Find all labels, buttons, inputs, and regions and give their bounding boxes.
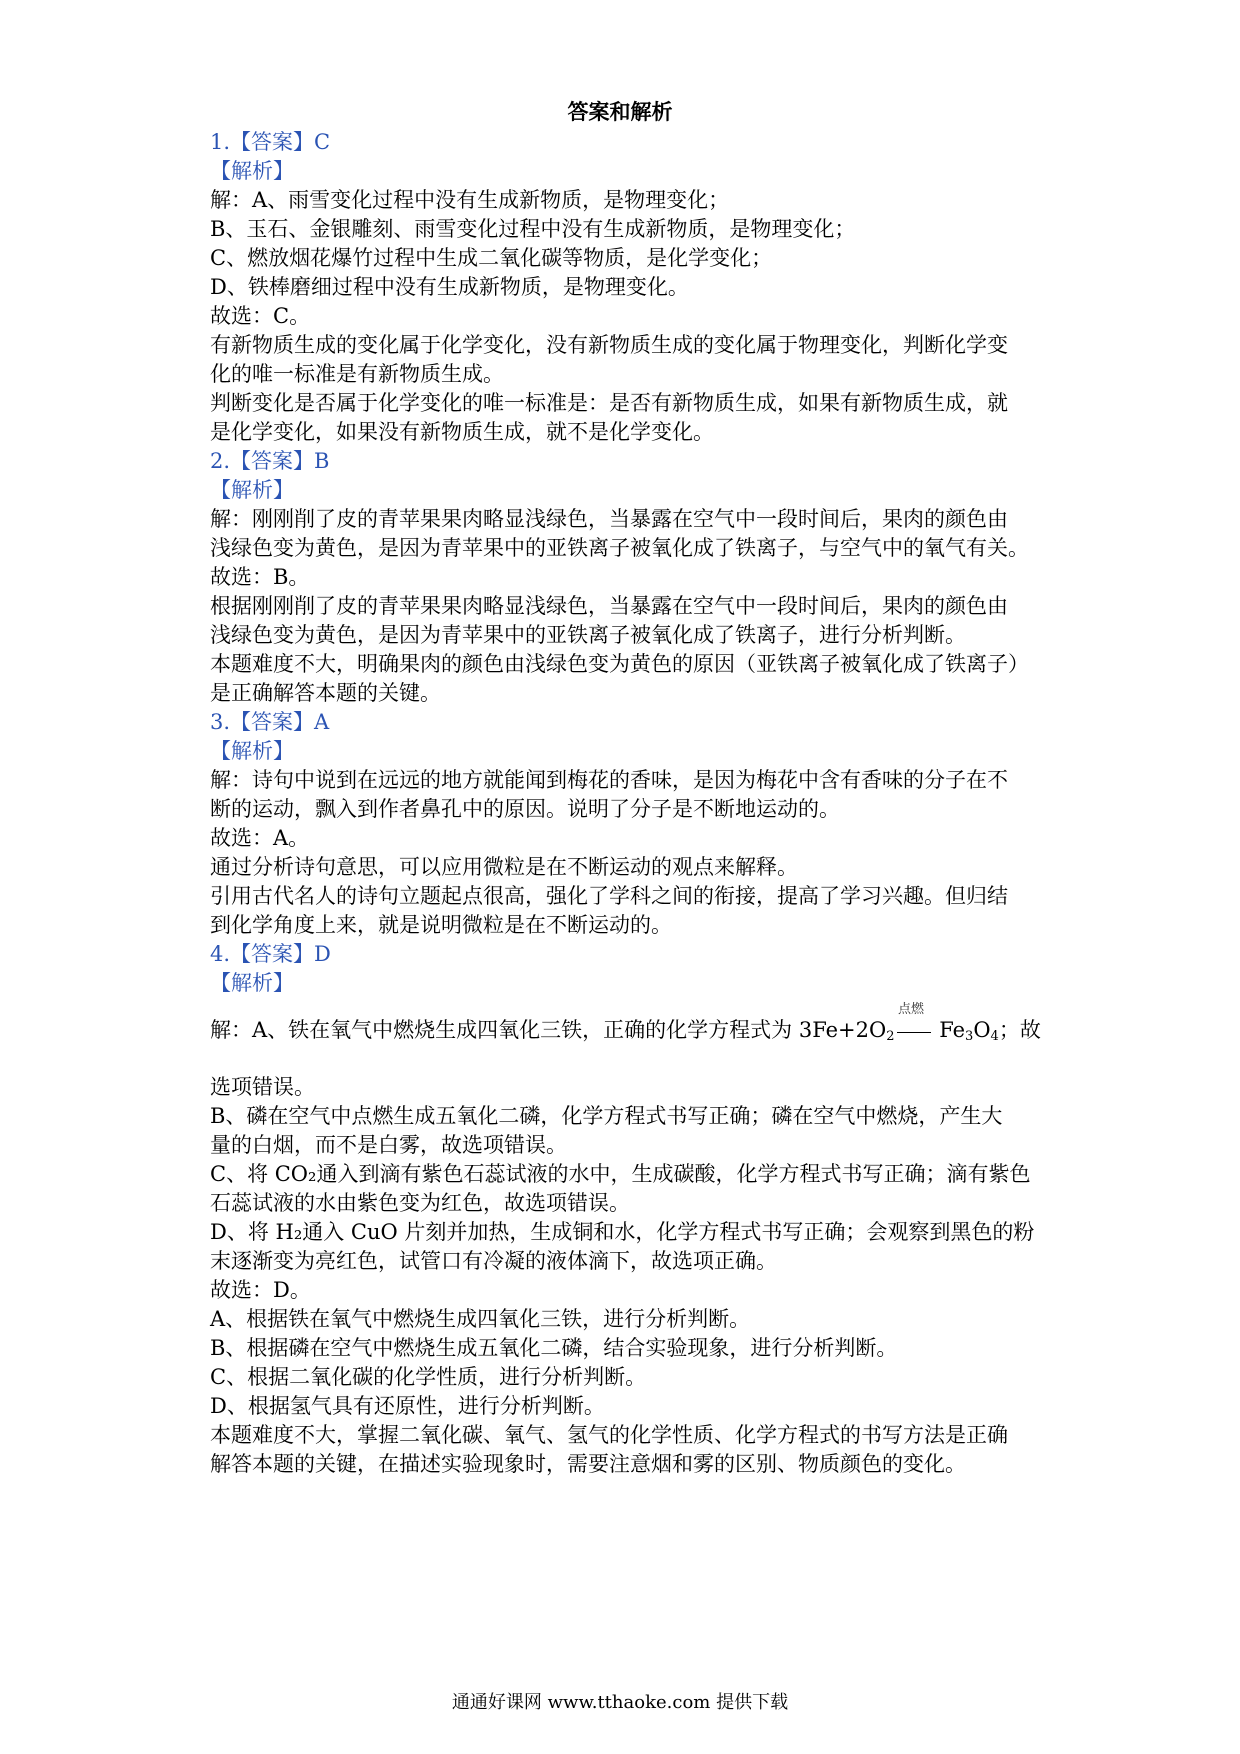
page-title: 答案和解析 bbox=[567, 100, 673, 124]
equation-text: ；故 bbox=[998, 1018, 1041, 1042]
equation-subscript: 4 bbox=[990, 1029, 999, 1044]
reaction-arrow-line bbox=[897, 1020, 931, 1033]
q3-line: 到化学角度上来，就是说明微粒是在不断运动的。 bbox=[210, 913, 672, 937]
equation-text: O bbox=[973, 1018, 991, 1042]
q4-line: 故选：D。 bbox=[210, 1278, 311, 1302]
equation-subscript: 3 bbox=[965, 1029, 974, 1044]
q2-line: 是正确解答本题的关键。 bbox=[210, 681, 441, 705]
q3-line: 解：诗句中说到在远远的地方就能闻到梅花的香味，是因为梅花中含有香味的分子在不 bbox=[210, 768, 1008, 792]
analysis-label-3: 【解析】 bbox=[210, 739, 294, 763]
q4-line: 选项错误。 bbox=[210, 1075, 315, 1099]
answer-3: 3.【答案】A bbox=[210, 710, 330, 734]
q4-line: 末逐渐变为亮红色，试管口有冷凝的液体滴下，故选项正确。 bbox=[210, 1249, 777, 1273]
answer-1: 1.【答案】C bbox=[210, 130, 331, 154]
analysis-label-2: 【解析】 bbox=[210, 478, 294, 502]
q2-line: 浅绿色变为黄色，是因为青苹果中的亚铁离子被氧化成了铁离子，与空气中的氧气有关。 bbox=[210, 536, 1029, 560]
q3-line: 断的运动，飘入到作者鼻孔中的原因。说明了分子是不断地运动的。 bbox=[210, 797, 840, 821]
equation-subscript: 2 bbox=[886, 1029, 895, 1044]
q4-line: 解答本题的关键，在描述实验现象时，需要注意烟和雾的区别、物质颜色的变化。 bbox=[210, 1452, 966, 1476]
q1-line: 有新物质生成的变化属于化学变化，没有新物质生成的变化属于物理变化，判断化学变 bbox=[210, 333, 1008, 357]
q1-line: B、玉石、金银雕刻、雨雪变化过程中没有生成新物质，是物理变化； bbox=[210, 217, 856, 241]
q3-line: 通过分析诗句意思，可以应用微粒是在不断运动的观点来解释。 bbox=[210, 855, 798, 879]
q2-line: 故选：B。 bbox=[210, 565, 310, 589]
answer-4: 4.【答案】D bbox=[210, 942, 331, 966]
q4-line: C、根据二氧化碳的化学性质，进行分析判断。 bbox=[210, 1365, 647, 1389]
q4-line: A、根据铁在氧气中燃烧生成四氧化三铁，进行分析判断。 bbox=[210, 1307, 751, 1331]
reaction-condition: 点燃 bbox=[898, 1002, 925, 1017]
q4-line: D、将 H₂通入 CuO 片刻并加热，生成铜和水，化学方程式书写正确；会观察到黑色的粉 bbox=[210, 1220, 1035, 1244]
q1-line: C、燃放烟花爆竹过程中生成二氧化碳等物质，是化学变化； bbox=[210, 246, 773, 270]
q2-line: 根据刚刚削了皮的青苹果果肉略显浅绿色，当暴露在空气中一段时间后，果肉的颜色由 bbox=[210, 594, 1008, 618]
q2-line: 本题难度不大，明确果肉的颜色由浅绿色变为黄色的原因（亚铁离子被氧化成了铁离子） bbox=[210, 652, 1029, 676]
q4-line: D、根据氢气具有还原性，进行分析判断。 bbox=[210, 1394, 605, 1418]
q1-line: 解：A、雨雪变化过程中没有生成新物质，是物理变化； bbox=[210, 188, 730, 212]
q1-line: 判断变化是否属于化学变化的唯一标准是：是否有新物质生成，如果有新物质生成，就 bbox=[210, 391, 1008, 415]
q4-line: B、根据磷在空气中燃烧生成五氧化二磷，结合实验现象，进行分析判断。 bbox=[210, 1336, 898, 1360]
q4-line: 量的白烟，而不是白雾，故选项错误。 bbox=[210, 1133, 567, 1157]
analysis-label-4: 【解析】 bbox=[210, 971, 294, 995]
q4-line: 石蕊试液的水由紫色变为红色，故选项错误。 bbox=[210, 1191, 630, 1215]
q1-line: D、铁棒磨细过程中没有生成新物质，是物理变化。 bbox=[210, 275, 689, 299]
q3-line: 故选：A。 bbox=[210, 826, 310, 850]
q2-line: 解：刚刚削了皮的青苹果果肉略显浅绿色，当暴露在空气中一段时间后，果肉的颜色由 bbox=[210, 507, 1008, 531]
q1-line: 故选：C。 bbox=[210, 304, 311, 328]
q1-line: 是化学变化，如果没有新物质生成，就不是化学变化。 bbox=[210, 420, 714, 444]
page-footer: 通通好课网 www.tthaoke.com 提供下载 bbox=[451, 1692, 789, 1713]
chemical-equation-line bbox=[210, 1016, 1040, 1051]
q4-line: 本题难度不大，掌握二氧化碳、氧气、氢气的化学性质、化学方程式的书写方法是正确 bbox=[210, 1423, 1008, 1447]
q2-line: 浅绿色变为黄色，是因为青苹果中的亚铁离子被氧化成了铁离子，进行分析判断。 bbox=[210, 623, 966, 647]
q3-line: 引用古代名人的诗句立题起点很高，强化了学科之间的衔接，提高了学习兴趣。但归结 bbox=[210, 884, 1008, 908]
q1-line: 化的唯一标准是有新物质生成。 bbox=[210, 362, 504, 386]
answer-2: 2.【答案】B bbox=[210, 449, 330, 473]
analysis-label-1: 【解析】 bbox=[210, 159, 294, 183]
q4-line: C、将 CO₂通入到滴有紫色石蕊试液的水中，生成碳酸，化学方程式书写正确；滴有紫色 bbox=[210, 1162, 1031, 1186]
equation-text: 解：A、铁在氧气中燃烧生成四氧化三铁，正确的化学方程式为 3Fe+2O bbox=[210, 1018, 887, 1042]
equation-text: Fe bbox=[932, 1018, 966, 1042]
q4-line: B、磷在空气中点燃生成五氧化二磷，化学方程式书写正确；磷在空气中燃烧，产生大 bbox=[210, 1104, 1003, 1128]
